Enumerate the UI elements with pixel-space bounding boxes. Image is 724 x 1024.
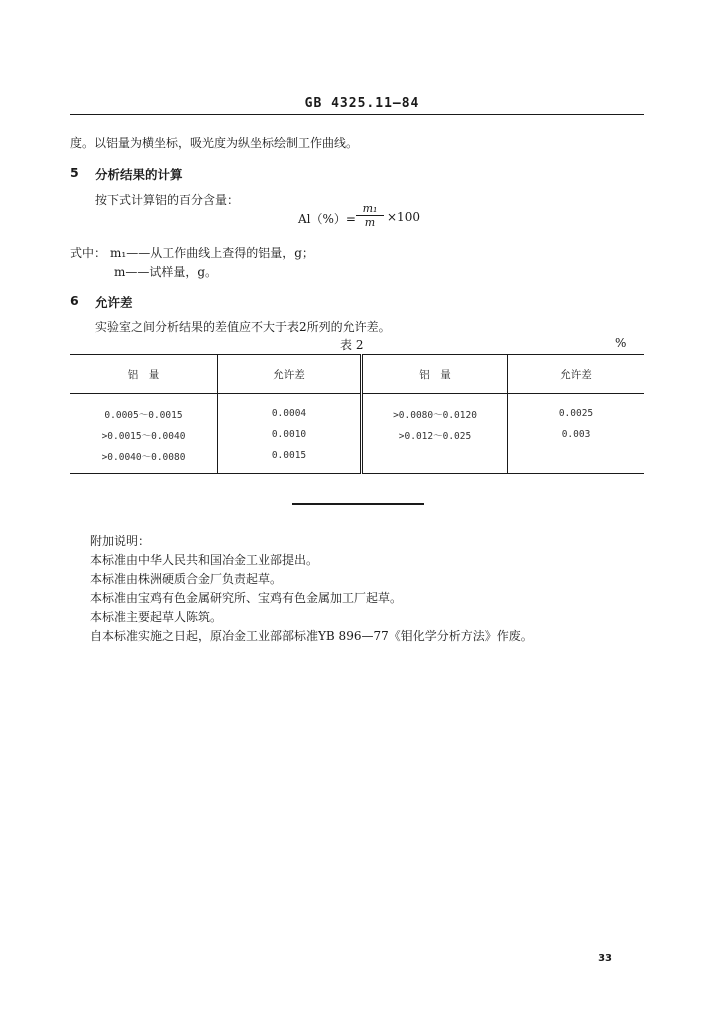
table-cell: 0.0010 xyxy=(218,424,362,445)
table-caption: 表 2 xyxy=(340,338,364,352)
table-cell: >0.0015～0.0040 xyxy=(101,430,186,442)
header-aluminum-2: 铝 量 xyxy=(362,355,508,394)
allowable-difference-table xyxy=(70,354,644,474)
notes-line: 自本标准实施之日起，原冶金工业部部标准YB 896—77《钼化学分析方法》作废。 xyxy=(90,629,533,643)
notes-line: 本标准由宝鸡有色金属研究所、宝鸡有色金属加工厂起草。 xyxy=(90,591,403,605)
table-cell: >0.0080～0.0120 xyxy=(362,394,508,425)
section-5-title: 分析结果的计算 xyxy=(95,167,183,182)
page-number: 33 xyxy=(598,953,612,964)
definition-m: m——试样量，g。 xyxy=(114,265,218,279)
formula-denominator: m xyxy=(364,216,376,229)
formula-numerator: m₁ xyxy=(356,202,384,216)
table-cell: 0.0005～0.0015 xyxy=(104,409,183,421)
table-unit: % xyxy=(615,336,627,350)
notes-line: 本标准主要起草人陈筑。 xyxy=(90,610,223,624)
table-cell: 0.0015 xyxy=(218,445,362,474)
table-row xyxy=(70,445,644,474)
formula-fraction xyxy=(356,202,384,229)
formula-lhs: Al（%）= xyxy=(298,212,356,226)
table-cell: 0.0025 xyxy=(508,394,645,425)
section-6-intro: 实验室之间分析结果的差值应不大于表2所列的允许差。 xyxy=(95,320,391,334)
notes-title: 附加说明： xyxy=(90,534,151,548)
section-6-number: 6 xyxy=(70,293,79,308)
section-6-title: 允许差 xyxy=(95,295,133,310)
table-cell xyxy=(508,445,645,474)
formula-rhs: ×100 xyxy=(387,210,420,224)
header-tolerance-2: 允许差 xyxy=(508,355,645,394)
table-cell: 0.0004 xyxy=(218,394,362,425)
definition-m1: m₁——从工作曲线上查得的铝量，g； xyxy=(110,246,314,260)
header-aluminum-1: 铝 量 xyxy=(70,355,218,394)
table-cell: 0.003 xyxy=(508,424,645,445)
notes-line: 本标准由株洲硬质合金厂负责起草。 xyxy=(90,572,283,586)
table-cell: >0.0040～0.0080 xyxy=(101,451,186,463)
notes-line: 本标准由中华人民共和国冶金工业部提出。 xyxy=(90,553,319,567)
table-cell: >0.012～0.025 xyxy=(362,424,508,445)
standard-number-header: GB 4325.11—84 xyxy=(304,96,420,111)
section-5-intro: 按下式计算铝的百分含量： xyxy=(95,193,240,207)
continuation-text: 度。以铝量为横坐标，吸光度为纵坐标绘制工作曲线。 xyxy=(70,136,359,150)
table-row xyxy=(70,424,644,445)
section-5-number: 5 xyxy=(70,165,79,180)
table-cell xyxy=(362,445,508,474)
end-rule xyxy=(292,503,424,505)
table-row xyxy=(70,394,644,425)
header-tolerance-1: 允许差 xyxy=(218,355,362,394)
header-rule xyxy=(70,114,644,115)
where-label: 式中： xyxy=(70,246,107,260)
